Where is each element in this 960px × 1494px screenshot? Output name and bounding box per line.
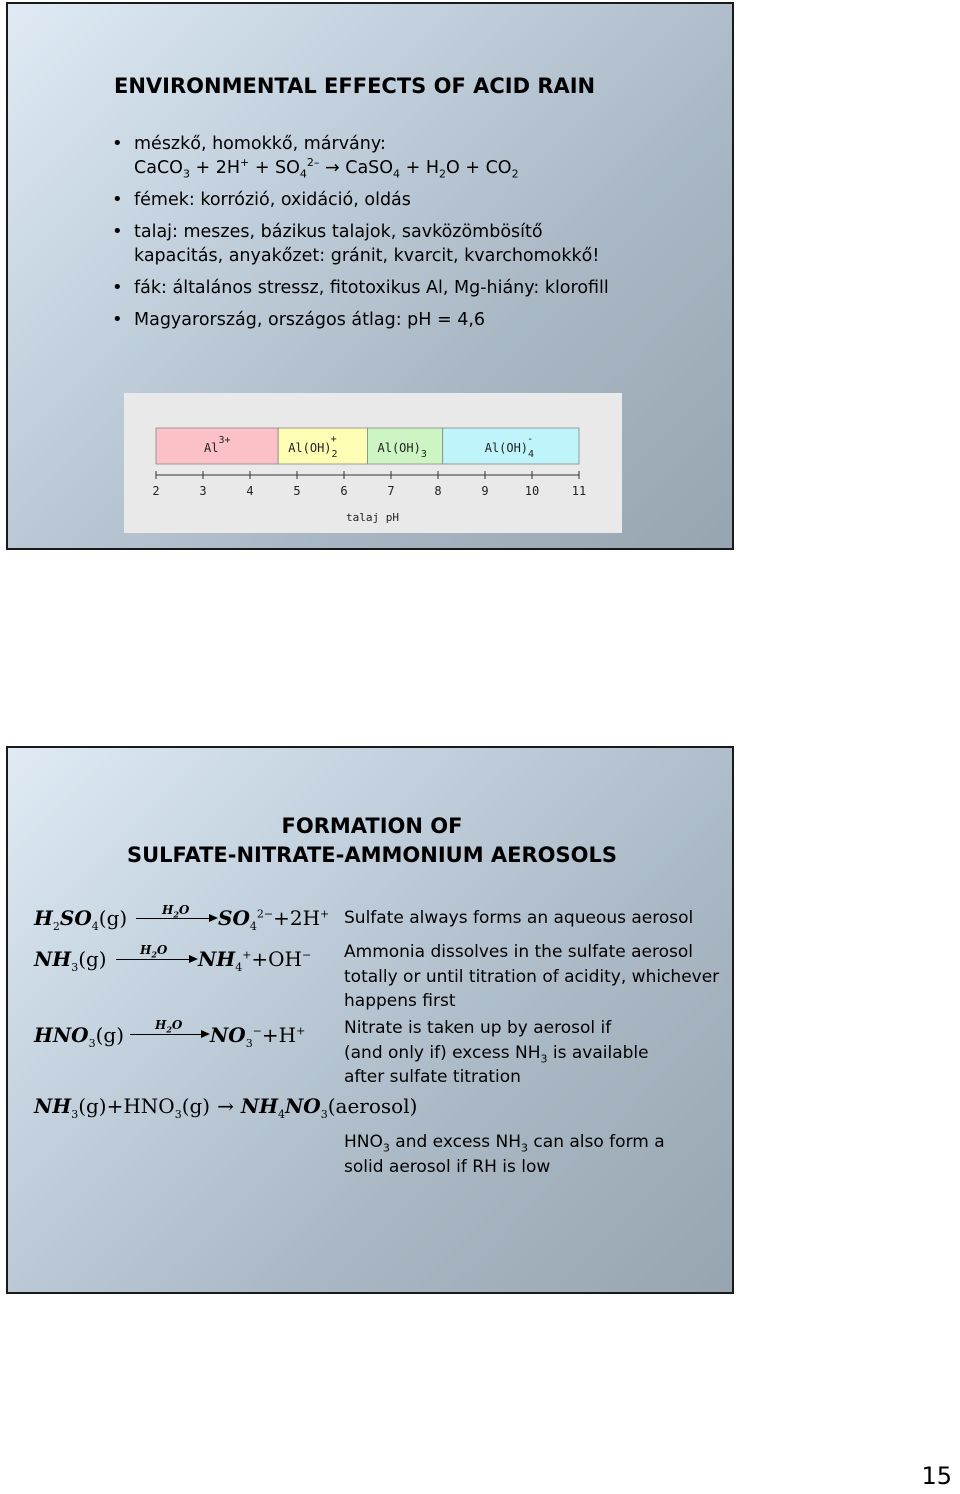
reaction-arrow bbox=[116, 959, 196, 960]
ph-tick-label: 5 bbox=[293, 484, 301, 498]
title-line-2: SULFATE-NITRATE-AMMONIUM AEROSOLS bbox=[126, 843, 618, 867]
equation-ammonia-right: $NH_4^++OH^-$ bbox=[198, 947, 312, 974]
bullet-trees: • fák: általános stressz, fitotoxikus Al, Mg-hiány: klorofill bbox=[106, 276, 609, 300]
slide-title bbox=[8, 812, 736, 870]
bullet-hungary: • Magyarország, országos átlag: pH = 4,6 bbox=[106, 308, 609, 332]
bullet-list bbox=[106, 132, 609, 340]
ph-chart bbox=[124, 393, 622, 533]
equation-ammonium-nitrate: $NH_3(g)+HNO_3(g)$ → $NH_4NO_3(aerosol)$ bbox=[34, 1094, 418, 1121]
ph-chart-panel bbox=[124, 393, 622, 533]
reaction-arrow bbox=[136, 918, 216, 919]
equation-ammonia-left: $NH_3(g)$ bbox=[34, 947, 107, 974]
ph-tick-label: 9 bbox=[481, 484, 489, 498]
bullet-metals: • fémek: korrózió, oxidáció, oldás bbox=[106, 188, 609, 212]
page-number: 15 bbox=[921, 1462, 952, 1490]
description-nitrate: Nitrate is taken up by aerosol if (and only if) excess $NH_3$ is available after sulfate titration bbox=[344, 1018, 649, 1087]
ph-tick-label: 10 bbox=[524, 484, 540, 498]
title-line-1: FORMATION OF bbox=[281, 814, 463, 838]
equation-nitric-acid-right: $NO_3^-+H^+$ bbox=[210, 1023, 306, 1050]
slide-aerosols bbox=[6, 746, 734, 1294]
description-solid-aerosol: $HNO_3$ and excess $NH_3$ can also form a solid aerosol if RH is low bbox=[344, 1132, 665, 1177]
equation-sulfuric-acid-left: $H_2SO_4(g)$ bbox=[34, 906, 128, 933]
slide-title: ENVIRONMENTAL EFFECTS OF ACID RAIN bbox=[114, 74, 596, 98]
ph-tick-label: 4 bbox=[246, 484, 254, 498]
ph-tick-label: 2 bbox=[152, 484, 160, 498]
water-label: $H_2O$ bbox=[155, 1018, 183, 1035]
ph-species-label: $Al(OH)_2+$ bbox=[288, 434, 338, 460]
water-label: $H_2O$ bbox=[162, 903, 190, 920]
equation-nitric-acid-left: $HNO_3(g)$ bbox=[34, 1023, 125, 1050]
bullet-limestone bbox=[106, 132, 609, 180]
ph-tick-label: 6 bbox=[340, 484, 348, 498]
ph-axis-label: talaj pH bbox=[346, 511, 399, 524]
ph-species-label: $Al^{3+}$ bbox=[204, 435, 231, 455]
equation-sulfuric-acid-right: $SO_4^{2-}+2H^+$ bbox=[218, 906, 330, 933]
ph-tick-label: 11 bbox=[571, 484, 587, 498]
description-ammonia: Ammonia dissolves in the sulfate aerosol totally or until titration of acidity, whichever happens first bbox=[344, 942, 720, 1011]
water-label: $H_2O$ bbox=[140, 943, 168, 960]
slide-acid-rain bbox=[6, 2, 734, 550]
ph-tick-label: 7 bbox=[387, 484, 395, 498]
dissolution-equation: CaCO$_3$ + $2H^+ + SO_4^{2-}$ → CaSO$_4$ + $H_2O + CO_2$ bbox=[134, 156, 519, 181]
description-sulfate: Sulfate always forms an aqueous aerosol bbox=[344, 908, 694, 928]
ph-species-label: $Al(OH)_3$ bbox=[377, 441, 427, 460]
bullet-text: mészkő, homokkő, márvány: bbox=[134, 134, 386, 154]
reaction-arrow bbox=[130, 1034, 208, 1035]
ph-species-label: $Al(OH)_4-$ bbox=[484, 434, 535, 460]
bullet-soil: • talaj: meszes, bázikus talajok, savközömbösítő kapacitás, anyakőzet: gránit, kvarcit, kvarchomokkő! bbox=[106, 220, 604, 268]
ph-tick-label: 3 bbox=[199, 484, 207, 498]
ph-tick-label: 8 bbox=[434, 484, 442, 498]
